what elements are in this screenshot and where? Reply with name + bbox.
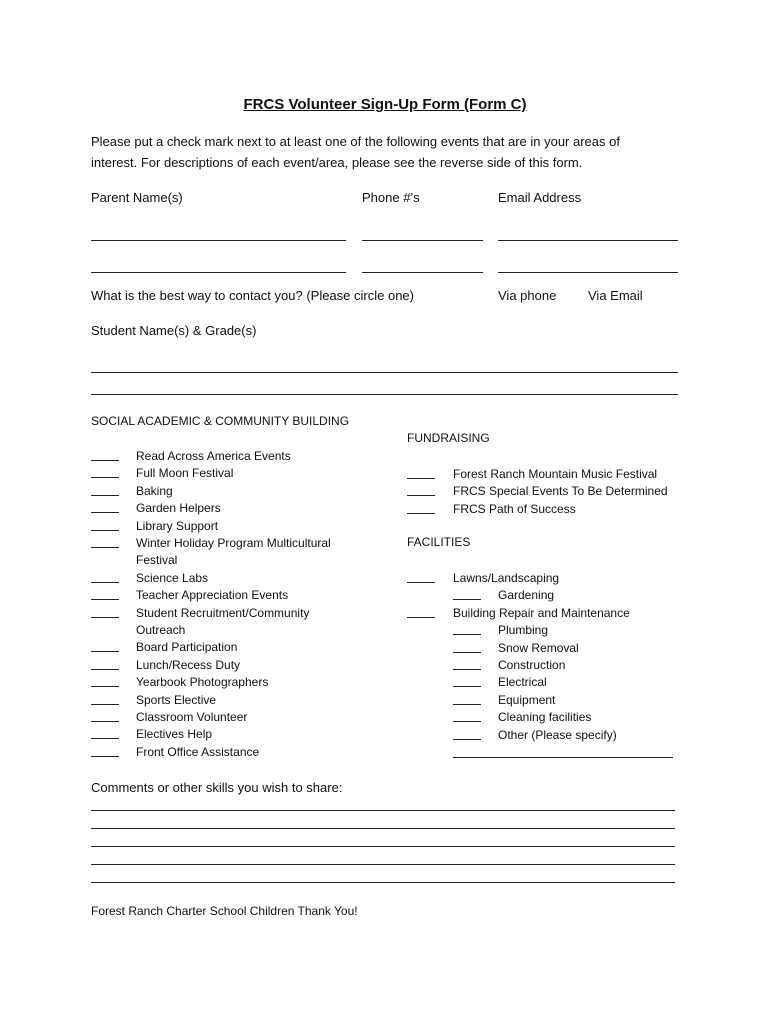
contact-option-phone[interactable]: Via phone xyxy=(498,288,557,303)
checkbox-blank[interactable] xyxy=(453,692,481,705)
checkbox-blank[interactable] xyxy=(407,466,435,479)
email-label: Email Address xyxy=(498,190,582,205)
checkbox-blank[interactable] xyxy=(91,448,119,461)
comments-line-2[interactable] xyxy=(91,828,675,829)
contact-question: What is the best way to contact you? (Please circle one) xyxy=(91,288,414,303)
checkbox-blank[interactable] xyxy=(91,709,119,722)
parent-name-line-1[interactable] xyxy=(91,240,346,241)
comments-line-4[interactable] xyxy=(91,864,675,865)
footer-thank-you: Forest Ranch Charter School Children Thank You! xyxy=(91,904,358,918)
facilities-heading: FACILITIES xyxy=(407,535,471,549)
checkbox-blank[interactable] xyxy=(453,709,481,722)
checkbox-blank[interactable] xyxy=(453,640,481,653)
student-line-1[interactable] xyxy=(91,372,678,373)
checkbox-blank[interactable] xyxy=(407,605,435,618)
comments-line-5[interactable] xyxy=(91,882,675,883)
phone-line-2[interactable] xyxy=(362,272,483,273)
checkbox-blank[interactable] xyxy=(91,639,119,652)
comments-label: Comments or other skills you wish to share: xyxy=(91,780,343,795)
checkbox-blank[interactable] xyxy=(91,570,119,583)
phone-label: Phone #’s xyxy=(362,190,420,205)
email-line-1[interactable] xyxy=(498,240,678,241)
comments-line-1[interactable] xyxy=(91,810,675,811)
checkbox-blank[interactable] xyxy=(91,726,119,739)
student-label: Student Name(s) & Grade(s) xyxy=(91,323,257,338)
checkbox-blank[interactable] xyxy=(453,622,481,635)
checkbox-blank[interactable] xyxy=(453,657,481,670)
checkbox-blank[interactable] xyxy=(453,674,481,687)
form-title: FRCS Volunteer Sign-Up Form (Form C) xyxy=(243,96,527,113)
intro-line-1: Please put a check mark next to at least one of the following events that are in your areas of xyxy=(91,134,620,149)
checkbox-blank[interactable] xyxy=(91,587,119,600)
checkbox-blank[interactable] xyxy=(91,744,119,757)
checkbox-blank[interactable] xyxy=(407,483,435,496)
checkbox-blank[interactable] xyxy=(91,605,119,618)
fundraising-heading: FUNDRAISING xyxy=(407,431,490,445)
social-heading: SOCIAL ACADEMIC & COMMUNITY BUILDING xyxy=(91,414,350,428)
checkbox-blank[interactable] xyxy=(407,501,435,514)
parent-name-label: Parent Name(s) xyxy=(91,190,183,205)
facilities-other-specify-line[interactable] xyxy=(453,757,673,758)
checkbox-blank[interactable] xyxy=(91,674,119,687)
email-line-2[interactable] xyxy=(498,272,678,273)
checkbox-blank[interactable] xyxy=(91,657,119,670)
checkbox-blank[interactable] xyxy=(453,727,481,740)
student-line-2[interactable] xyxy=(91,394,678,395)
checkbox-blank[interactable] xyxy=(91,692,119,705)
checkbox-blank[interactable] xyxy=(91,518,119,531)
comments-line-3[interactable] xyxy=(91,846,675,847)
checkbox-blank[interactable] xyxy=(91,465,119,478)
checkbox-blank[interactable] xyxy=(91,500,119,513)
checkbox-blank[interactable] xyxy=(91,535,119,548)
checkbox-blank[interactable] xyxy=(407,570,435,583)
contact-option-email[interactable]: Via Email xyxy=(588,288,643,303)
phone-line-1[interactable] xyxy=(362,240,483,241)
parent-name-line-2[interactable] xyxy=(91,272,346,273)
checkbox-blank[interactable] xyxy=(91,483,119,496)
intro-line-2: interest. For descriptions of each event/area, please see the reverse side of this form. xyxy=(91,155,583,170)
checkbox-blank[interactable] xyxy=(453,587,481,600)
